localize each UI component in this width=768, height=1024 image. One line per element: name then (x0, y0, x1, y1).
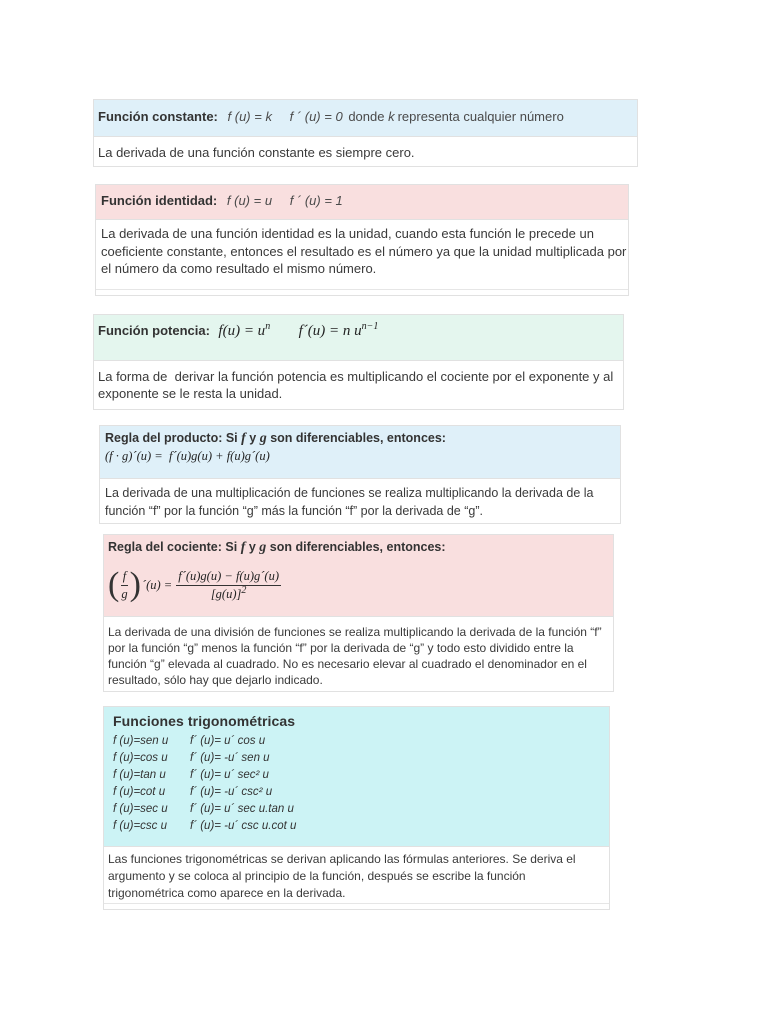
panel-header (94, 315, 623, 361)
body-line: por la función “g” menos la función “f” por la derivada de “g” y todo esto dividido entre la (108, 641, 574, 655)
note-prefix: donde (348, 109, 385, 124)
title-suffix: son diferenciables, entonces: (270, 431, 446, 445)
panel-header (96, 185, 628, 220)
trig-derivative: f´ (u)= -u´ sen u (190, 752, 270, 764)
body-line: La derivada de una división de funciones se realiza multiplicando la derivada de la función “f” (108, 625, 602, 639)
panel-title (105, 430, 620, 447)
body-line: argumento y se coloca al principio de la función, después se escribe la función (108, 869, 526, 883)
panel-header (94, 100, 637, 137)
body-line: coeficiente constante, entonces el resultado es el número ya que la unidad multiplicada por (101, 243, 627, 259)
trig-row (113, 750, 609, 767)
power-function-formula (218, 323, 270, 339)
function-formula: f (u) = k (227, 109, 272, 124)
trig-function: f (u)=csc u (113, 820, 168, 832)
quotient-rule-formula (108, 564, 613, 606)
body-line: Las funciones trigonométricas se derivan aplicando las fórmulas anteriores. Se deriva el (108, 852, 576, 866)
trig-row (113, 784, 609, 801)
function-formula: f (u) = u (226, 193, 273, 208)
trig-row (113, 733, 609, 750)
panel-body (104, 617, 613, 688)
panel-title (108, 539, 613, 556)
title-suffix: son diferenciables, entonces: (269, 540, 446, 554)
variable-f: f (240, 540, 246, 555)
body-line: trigonométrica como aparece en la derivada. (108, 886, 346, 900)
body-line: función “g” elevada al cuadrado. No es necesario elevar al cuadrado el denominador en el (108, 657, 587, 671)
variable-f: f (241, 431, 246, 446)
body-line: resultado, sólo hay que dejarlo indicado. (108, 673, 323, 687)
formula-exponent: n−1 (361, 321, 379, 332)
trig-derivative: f´ (u)= u´ sec u.tan u (190, 803, 294, 815)
trig-row (113, 818, 609, 835)
panel-header (100, 426, 620, 479)
trig-derivative: f´ (u)= u´ sec² u (190, 769, 269, 781)
panel-funcion-identidad (95, 184, 629, 296)
trig-function: f (u)=cot u (113, 786, 166, 798)
variable-g: g (259, 540, 267, 555)
note-variable: k (388, 109, 395, 124)
panel-title: Función potencia: (98, 323, 210, 338)
panel-funciones-trigonometricas (103, 706, 610, 910)
body-line: el número da como resultado el mismo número. (101, 261, 377, 276)
formula-exponent: n (265, 321, 271, 332)
variable-g: g (259, 431, 267, 446)
panel-body (96, 220, 628, 278)
note-suffix: representa cualquier número (397, 109, 564, 124)
panel-funcion-constante (93, 99, 638, 167)
trig-function: f (u)=tan u (113, 769, 166, 781)
panel-regla-cociente (103, 534, 614, 692)
trig-derivative: f´ (u)= -u´ csc² u (190, 786, 273, 798)
body-line: La derivada de una función constante es siempre cero. (98, 145, 415, 160)
body-line: exponente se le resta la unidad. (98, 386, 283, 401)
quotient-fraction (176, 569, 281, 602)
panel-header (104, 707, 609, 847)
panel-body (94, 137, 637, 161)
panel-body (100, 479, 620, 520)
panel-funcion-potencia (93, 314, 624, 410)
trig-function: f (u)=sen u (113, 735, 169, 747)
body-line: La derivada de una multiplicación de funciones se realiza multiplicando la derivada de la (105, 486, 594, 500)
title-conjunction: y (249, 431, 257, 445)
f-over-g-fraction (119, 569, 129, 602)
panel-footer-divider (104, 903, 609, 909)
product-rule-formula: (f · g)´(u) = f´(u)g(u) + f(u)g´(u) (105, 449, 270, 463)
left-paren: ( (108, 566, 120, 603)
trig-function: f (u)=cos u (113, 752, 168, 764)
panel-body (104, 847, 609, 902)
body-line: La derivada de una función identidad es la unidad, cuando esta función le precede un (101, 226, 594, 241)
fraction-numerator: f´(u)g(u) − f(u)g´(u) (176, 569, 281, 586)
trig-derivative: f´ (u)= -u´ csc u.cot u (190, 820, 297, 832)
denominator-exponent: 2 (241, 584, 247, 596)
panel-footer-divider (96, 289, 628, 295)
trig-derivative: f´ (u)= u´ cos u (190, 735, 266, 747)
panel-header (104, 535, 613, 617)
fraction-denominator: [g(u)] (210, 586, 242, 601)
right-paren: ) (129, 566, 141, 603)
fraction-denominator: g (121, 586, 128, 601)
formula-base: f´(u) = n u (298, 323, 362, 339)
panel-title: Función identidad: (101, 193, 218, 208)
title-prefix: Regla del producto: Si (105, 431, 238, 445)
title-conjunction: y (248, 540, 256, 554)
formula-base: f(u) = u (218, 323, 266, 339)
panel-title: Funciones trigonométricas (113, 713, 296, 729)
derivative-formula: f ´ (u) = 0 (289, 109, 343, 124)
panel-title: Función constante: (98, 109, 218, 124)
panel-regla-producto (99, 425, 621, 524)
panel-body (94, 361, 623, 402)
power-derivative-formula (299, 323, 379, 339)
body-line: función “f” por la función “g” más la función “f” por la derivada de “g”. (105, 504, 483, 518)
fraction-numerator: f (121, 569, 128, 586)
formula-lhs-tail: ´(u) = (141, 577, 173, 592)
fraction-denominator-group (209, 586, 249, 602)
trig-row (113, 801, 609, 818)
trig-formula-list (113, 733, 609, 835)
body-line: La forma de derivar la función potencia es multiplicando el cociente por el exponente y al (98, 369, 614, 384)
title-prefix: Regla del cociente: Si (108, 540, 238, 554)
derivative-formula: f ´ (u) = 1 (289, 193, 343, 208)
trig-function: f (u)=sec u (113, 803, 168, 815)
trig-row (113, 767, 609, 784)
